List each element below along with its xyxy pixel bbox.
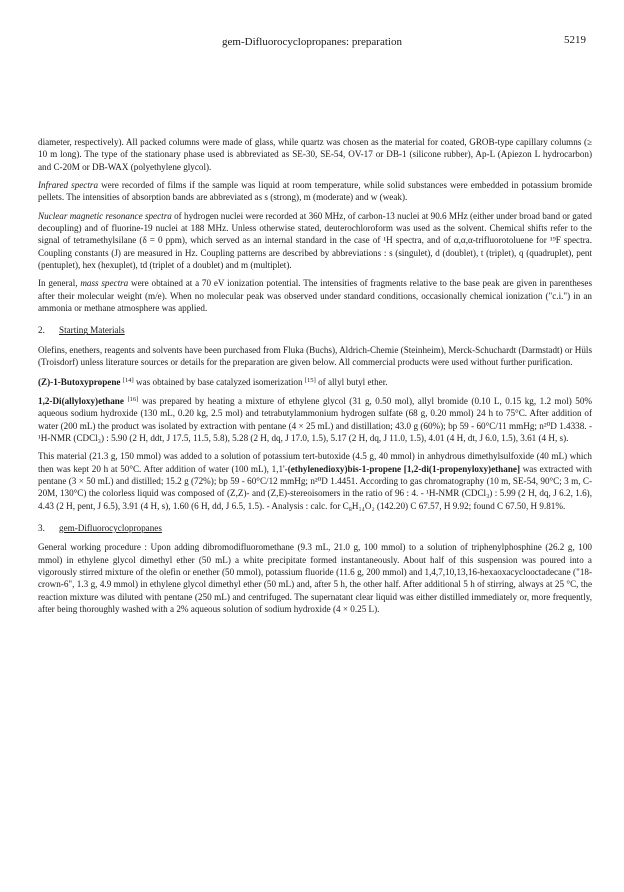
infrared-text: were recorded of films if the sample was liquid at room temperature, while solid substances were embedded in potassium bromide pellets. The intensities of absorption bands are abbreviated as s (strong), m (moderate) and w (weak). (38, 180, 593, 203)
propenyloxy-paragraph (38, 450, 592, 512)
nmr-text: of hydrogen nuclei were recorded at 360 MHz, of carbon-13 nuclei at 90.6 MHz (either under broad band or gated decoupling) and of fluorine-19 nuclei at 188 MHz. Unless otherwise stated, deuterochloroform was used as the solvent. Chemical shifts refer to the signal of tetramethylsilane (δ = 0 ppm), which served as an internal standard in the case of ¹H spectra, and of α,α,α-trifluorotoluene for ¹⁹F spectra. Coupling constants (J) are measured in Hz. Coupling patterns are described by abbreviations : s (singulet), d (doublet), t (triplet), q (quadruplet), pent (pentuplet), hex (hexuplet), td (triplet of a doublet) and m (multiplet). (38, 210, 592, 271)
diallyl-text: was prepared by heating a mixture of ethylene glycol (31 g, 0.50 mol), allyl bromide (0.10 L, 0.15 kg, 1.2 mol) 50% aqueous sodium hydroxide (130 mL, 0.20 kg, 2.5 mol) and tetrabutylammonium hydrogen sulfate (68 g, 0.20 mmol) 24 h to 75°C. After addition of water (200 mL) the product was isolated by extraction with pentane (4 × 25 mL) and distillation; 43.0 g (60%); bp 59 - 60°C/11 mmHg; n²⁰D 1.4338. - ¹H-NMR (CDCl₃) : 5.90 (2 H, ddt, J 17.5, 11.5, 5.8), 5.28 (2 H, dq, J 17.0, 1.5), 5.17 (2 H, dq, J 11.0, 1.5), 4.01 (4 H, dt, J 6.0, 1.5), 3.61 (4 H, s). (38, 395, 593, 443)
section-title: gem-Difluorocyclopropanes (59, 522, 162, 533)
mass-text: were obtained at a 70 eV ionization potential. The intensities of fragments relative to the base peak are given in parentheses after their molecular weight (m/e). When no molecular peak was observed under standard conditions, occasionally chemical ionization ("c.i.") in an ammonia or methane atmosphere was applied. (38, 278, 592, 314)
general-procedure-paragraph: General working procedure : Upon adding dibromodifluoromethane (9.3 mL, 21.0 g, 100 mmol) to a solution of triphenylphosphine (26.2 g, 100 mmol) in ethylene glycol dimethyl ether (50 mL) a white precipitate formed instantaneously. About half of this suspension was poured into a vigorously stirred mixture of the olefin or enether (50 mmol), potassium fluoride (11.6 g, 200 mmol) and 1,4,7,10,13,16-hexaoxacyclooctadecane ("18-crown-6", 1.3 g, 4.9 mmol) in ethylene glycol dimethyl ether (50 mL) and, after 5 h, the other half. After additional 5 h of stirring, always at 25 °C, the reaction mixture was diluted with pentane (250 mL) and centrifuged. The supernatant clear liquid was either distilled immediately or, more frequently, after being thoroughly washed with a 2% aqueous solution of sodium hydroxide (4 × 0.25 L). (38, 542, 592, 614)
compound-name: (Z)-1-Butoxypropene (38, 376, 121, 387)
nmr-lead: Nuclear magnetic resonance spectra (38, 210, 172, 221)
starting-materials-intro: Olefins, enethers, reagents and solvents have been purchased from Fluka (Buchs), Aldrich-Chemie (Steinheim), Merck-Schuchardt (Darmstadt) or Hüls (Troisdorf) unless literature sources or details for the preparation are given below. All commercial products were used without further purification. (38, 344, 592, 368)
reference-mark: [16] (127, 395, 139, 403)
compound-name: (ethylenedioxy)bis-1-propene [1,2-di(1-propenyloxy)ethane] (287, 463, 520, 474)
butoxy-text: was obtained by base catalyzed isomerization (133, 376, 305, 387)
section-number: 2. (38, 325, 45, 336)
nmr-paragraph (38, 210, 592, 272)
section-title: Starting Materials (59, 325, 125, 336)
infrared-lead: Infrared spectra (38, 180, 99, 191)
gc-columns-paragraph: diameter, respectively). All packed columns were made of glass, while quartz was chosen as the material for coated, GROB-type capillary columns (≥ 10 m long). The type of the stationary phase used is abbreviated as SE-30, SE-54, OV-17 or DB-1 (silicone rubber), Ap-L (Apiezon L hydrocarbon) and C-20M or DB-WAX (polyethylene glycol). (38, 137, 592, 172)
diallyloxyethane-paragraph (38, 394, 592, 444)
mass-intro: In general, (38, 278, 81, 289)
article-body (38, 136, 592, 621)
page-number: 5219 (564, 34, 586, 46)
propene-text-a: This material (21.3 g, 150 mmol) was added to a solution of potassium tert-butoxide (4.5 g, 40 mmol) in anhydrous dimethylsulfoxide (40 mL) which then was kept 20 h at 50°C. After addition of water (100 mL), 1,1'- (38, 451, 592, 474)
reference-mark: [15] (304, 376, 316, 384)
section-heading-starting-materials (38, 324, 592, 336)
section-number: 3. (38, 522, 45, 533)
section-heading-difluorocyclopropanes (38, 522, 592, 534)
mass-spectra-paragraph (38, 277, 592, 314)
running-title: gem-Difluorocyclopropanes: preparation (222, 36, 402, 48)
compound-name: 1,2-Di(allyloxy)ethane (38, 395, 124, 406)
infrared-paragraph (38, 179, 592, 204)
propene-text-b: was extracted with pentane (3 × 50 mL) and distilled; 15.2 g (72%); bp 59 - 60°C/12 mmHg; n²⁰D 1.4451. According to gas chromatography (10 m, SE-54, 90°C; 3 m, C-20M, 130°C) the colorless liquid was composed of (Z,Z)- and (Z,E)-stereoisomers in the ratio of 96 : 4. - ¹H-NMR (CDCl₃) : 5.99 (2 H, dq, J 6.2, 1.6), 4.43 (2 H, pent, J 6.5), 3.91 (4 H, s), 1.60 (6 H, dd, J 6.5, 1.5). - Analysis : calc. for C₈H₁₄O₂ (142.20) C 67.57, H 9.92; found C 67.50, H 9.81%. (38, 463, 592, 511)
reference-mark: [14] (122, 376, 134, 384)
mass-lead: mass spectra (80, 278, 129, 289)
butoxypropene-paragraph (38, 375, 592, 388)
butoxy-end: of allyl butyl ether. (315, 376, 388, 387)
